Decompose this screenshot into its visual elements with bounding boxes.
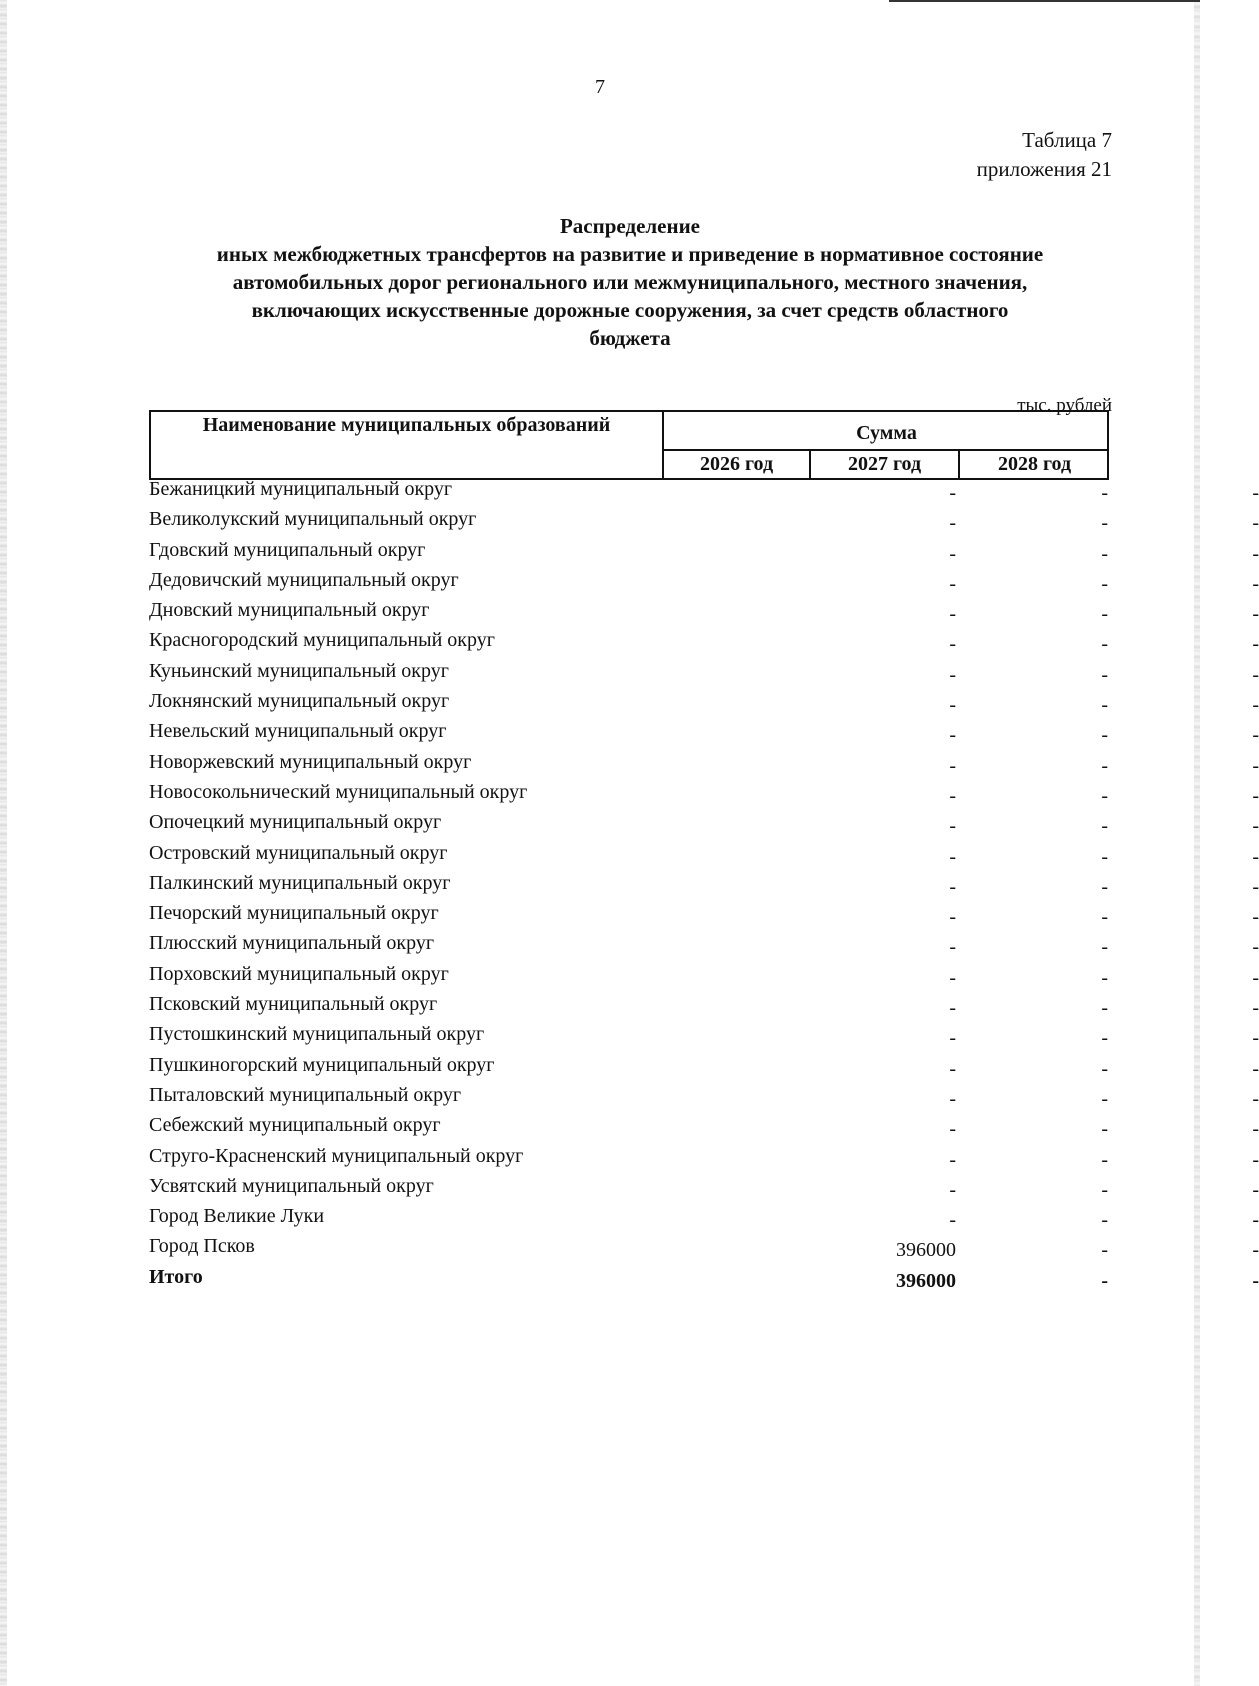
title-line5: бюджета bbox=[589, 326, 671, 350]
table-row bbox=[149, 1082, 1259, 1112]
row-2028: - bbox=[1252, 1148, 1259, 1171]
header-year-2027: 2027 год bbox=[847, 453, 922, 475]
row-2027: - bbox=[1101, 966, 1108, 989]
header-divider bbox=[662, 449, 1109, 451]
table-row bbox=[149, 537, 1259, 567]
table-row bbox=[149, 597, 1259, 627]
table-row bbox=[149, 1173, 1259, 1203]
row-name: Себежский муниципальный округ bbox=[149, 1114, 441, 1137]
scan-top-line bbox=[889, 0, 1200, 2]
table-label bbox=[977, 126, 1112, 184]
row-2026: - bbox=[949, 1178, 956, 1201]
document-title bbox=[140, 212, 1120, 352]
row-2027: - bbox=[1101, 633, 1108, 656]
table-row bbox=[149, 779, 1259, 809]
row-2026: - bbox=[949, 754, 956, 777]
total-2026: 396000 bbox=[896, 1269, 956, 1292]
row-2027: - bbox=[1101, 906, 1108, 929]
row-name: Город Великие Луки bbox=[149, 1205, 325, 1228]
row-2026: - bbox=[949, 936, 956, 959]
row-2026: - bbox=[949, 663, 956, 686]
row-2027: - bbox=[1101, 997, 1108, 1020]
table-row bbox=[149, 749, 1259, 779]
table-label-line2: приложения 21 bbox=[976, 157, 1112, 181]
row-2026: - bbox=[949, 1087, 956, 1110]
row-2026: - bbox=[949, 1209, 956, 1232]
table-row bbox=[149, 840, 1259, 870]
row-name: Опочецкий муниципальный округ bbox=[149, 811, 442, 834]
row-2027: - bbox=[1101, 1118, 1108, 1141]
header-name-column: Наименование муниципальных образований bbox=[202, 414, 611, 436]
row-name: Город Псков bbox=[149, 1235, 255, 1258]
page-number: 7 bbox=[595, 76, 605, 98]
header-sum-column: Сумма bbox=[856, 422, 917, 444]
total-2028: - bbox=[1252, 1269, 1259, 1292]
row-name: Палкинский муниципальный округ bbox=[149, 871, 451, 894]
row-name: Невельский муниципальный округ bbox=[149, 720, 447, 743]
scan-edge-left bbox=[0, 0, 7, 1686]
table-row bbox=[149, 870, 1259, 900]
table-row bbox=[149, 1233, 1259, 1263]
row-name: Плюсский муниципальный округ bbox=[149, 932, 435, 955]
row-name: Бежаницкий муниципальный округ bbox=[149, 478, 453, 500]
row-2028: - bbox=[1252, 694, 1259, 717]
row-2028: - bbox=[1252, 1178, 1259, 1201]
row-2027: - bbox=[1101, 815, 1108, 838]
row-2028: - bbox=[1252, 603, 1259, 626]
row-2027: - bbox=[1101, 1027, 1108, 1050]
row-2026: 396000 bbox=[896, 1239, 956, 1262]
row-name: Дновский муниципальный округ bbox=[149, 599, 430, 622]
row-name: Печорский муниципальный округ bbox=[149, 902, 439, 925]
table-row bbox=[149, 688, 1259, 718]
title-line2: иных межбюджетных трансфертов на развитие и приведение в нормативное состояние bbox=[216, 242, 1044, 266]
row-2027: - bbox=[1101, 1087, 1108, 1110]
row-2028: - bbox=[1252, 1027, 1259, 1050]
table-row bbox=[149, 1052, 1259, 1082]
row-name: Пушкиногорский муниципальный округ bbox=[149, 1053, 495, 1076]
table-row bbox=[149, 991, 1259, 1021]
table-row bbox=[149, 567, 1259, 597]
row-2028: - bbox=[1252, 906, 1259, 929]
row-2028: - bbox=[1252, 1057, 1259, 1080]
row-2026: - bbox=[949, 906, 956, 929]
row-2026: - bbox=[949, 875, 956, 898]
row-2027: - bbox=[1101, 1178, 1108, 1201]
row-name: Красногородский муниципальный округ bbox=[149, 629, 495, 652]
row-2028: - bbox=[1252, 633, 1259, 656]
row-2026: - bbox=[949, 603, 956, 626]
row-2026: - bbox=[949, 966, 956, 989]
row-2027: - bbox=[1101, 936, 1108, 959]
row-2028: - bbox=[1252, 845, 1259, 868]
row-2026: - bbox=[949, 1118, 956, 1141]
row-2027: - bbox=[1101, 754, 1108, 777]
row-2027: - bbox=[1101, 1209, 1108, 1232]
row-2027: - bbox=[1101, 1148, 1108, 1171]
header-year-2026: 2026 год bbox=[699, 453, 774, 475]
table-row bbox=[149, 1203, 1259, 1233]
row-2026: - bbox=[949, 997, 956, 1020]
row-2027: - bbox=[1101, 724, 1108, 747]
row-2027: - bbox=[1101, 875, 1108, 898]
header-year-2028: 2028 год bbox=[997, 453, 1072, 475]
row-2026: - bbox=[949, 845, 956, 868]
row-2028: - bbox=[1252, 1118, 1259, 1141]
row-2028: - bbox=[1252, 572, 1259, 595]
row-name: Пустошкинский муниципальный округ bbox=[149, 1023, 485, 1046]
total-2027: - bbox=[1101, 1269, 1108, 1292]
row-2028: - bbox=[1252, 966, 1259, 989]
row-2028: - bbox=[1252, 875, 1259, 898]
total-row bbox=[149, 1264, 1259, 1294]
table-row bbox=[149, 658, 1259, 688]
row-2027: - bbox=[1101, 784, 1108, 807]
total-label: Итого bbox=[149, 1265, 203, 1288]
table-body bbox=[149, 476, 1259, 1294]
row-2027: - bbox=[1101, 512, 1108, 535]
row-2027: - bbox=[1101, 694, 1108, 717]
table-row bbox=[149, 930, 1259, 960]
table-label-line1: Таблица 7 bbox=[1022, 128, 1112, 152]
table-row bbox=[149, 476, 1259, 506]
scan-edge-right bbox=[1194, 0, 1200, 1686]
row-2027: - bbox=[1101, 572, 1108, 595]
row-2028: - bbox=[1252, 542, 1259, 565]
row-2028: - bbox=[1252, 724, 1259, 747]
row-name: Усвятский муниципальный округ bbox=[149, 1174, 434, 1197]
row-name: Островский муниципальный округ bbox=[149, 841, 448, 864]
row-2028: - bbox=[1252, 512, 1259, 535]
table-row bbox=[149, 1112, 1259, 1142]
row-name: Пыталовский муниципальный округ bbox=[149, 1083, 462, 1106]
row-name: Локнянский муниципальный округ bbox=[149, 690, 450, 713]
row-2028: - bbox=[1252, 815, 1259, 838]
table-row bbox=[149, 900, 1259, 930]
row-2026: - bbox=[949, 784, 956, 807]
row-name: Гдовский муниципальный округ bbox=[149, 538, 426, 561]
row-2028: - bbox=[1252, 1087, 1259, 1110]
row-2026: - bbox=[949, 724, 956, 747]
row-name: Дедовичский муниципальный округ bbox=[149, 568, 459, 591]
row-2026: - bbox=[949, 542, 956, 565]
row-name: Великолукский муниципальный округ bbox=[149, 508, 477, 531]
row-2026: - bbox=[949, 1057, 956, 1080]
row-2028: - bbox=[1252, 1209, 1259, 1232]
row-2026: - bbox=[949, 1027, 956, 1050]
row-2027: - bbox=[1101, 603, 1108, 626]
row-2026: - bbox=[949, 633, 956, 656]
table-row bbox=[149, 627, 1259, 657]
row-2027: - bbox=[1101, 482, 1108, 504]
table-row bbox=[149, 1143, 1259, 1173]
row-2028: - bbox=[1252, 1239, 1259, 1262]
row-2026: - bbox=[949, 815, 956, 838]
row-2028: - bbox=[1252, 936, 1259, 959]
row-name: Струго-Красненский муниципальный округ bbox=[149, 1144, 524, 1167]
table-row bbox=[149, 1021, 1259, 1051]
row-2028: - bbox=[1252, 784, 1259, 807]
table-row bbox=[149, 506, 1259, 536]
row-2027: - bbox=[1101, 845, 1108, 868]
units-label: тыс. рублей bbox=[1017, 395, 1112, 416]
row-2027: - bbox=[1101, 1057, 1108, 1080]
row-2026: - bbox=[949, 482, 956, 504]
row-name: Новоржевский муниципальный округ bbox=[149, 750, 472, 773]
row-2027: - bbox=[1101, 663, 1108, 686]
title-line4: включающих искусственные дорожные сооружения, за счет средств областного bbox=[251, 298, 1009, 322]
row-name: Новосокольнический муниципальный округ bbox=[149, 780, 528, 803]
row-2027: - bbox=[1101, 1239, 1108, 1262]
title-line3: автомобильных дорог регионального или межмуниципального, местного значения, bbox=[232, 270, 1028, 294]
row-2028: - bbox=[1252, 663, 1259, 686]
row-2028: - bbox=[1252, 482, 1259, 504]
row-2026: - bbox=[949, 694, 956, 717]
row-name: Куньинский муниципальный округ bbox=[149, 659, 449, 682]
row-name: Порховский муниципальный округ bbox=[149, 962, 449, 985]
table-row bbox=[149, 961, 1259, 991]
title-line1: Распределение bbox=[559, 214, 701, 238]
table-row bbox=[149, 718, 1259, 748]
row-2028: - bbox=[1252, 997, 1259, 1020]
row-2026: - bbox=[949, 1148, 956, 1171]
row-2026: - bbox=[949, 572, 956, 595]
row-2026: - bbox=[949, 512, 956, 535]
row-2027: - bbox=[1101, 542, 1108, 565]
table-row bbox=[149, 809, 1259, 839]
row-2028: - bbox=[1252, 754, 1259, 777]
row-name: Псковский муниципальный округ bbox=[149, 993, 438, 1016]
